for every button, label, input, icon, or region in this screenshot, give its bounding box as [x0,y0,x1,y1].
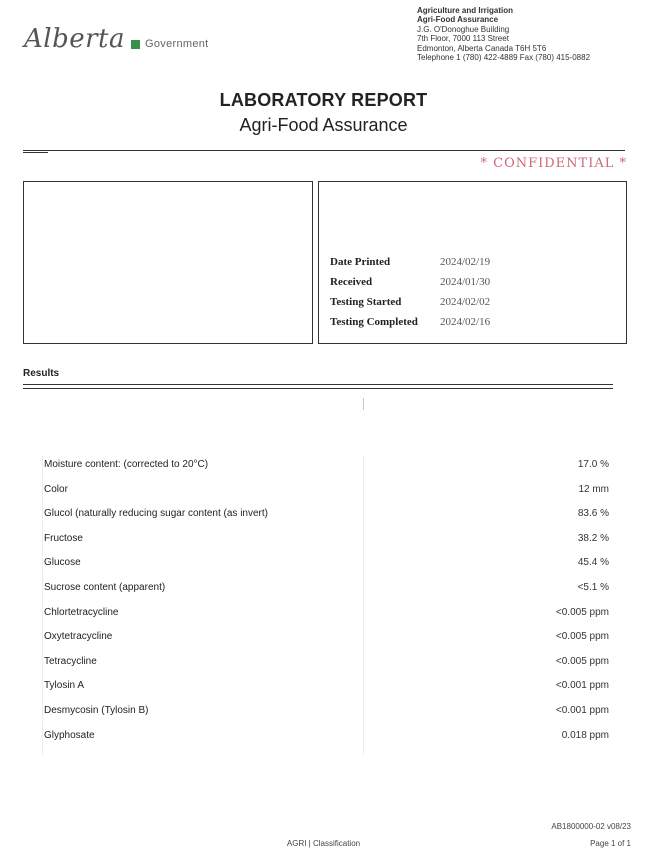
date-row [330,256,490,276]
result-name: Tylosin A [44,680,85,692]
result-value: <0.005 ppm [555,606,609,618]
column-guide [363,398,364,410]
address-line: 7th Floor, 7000 113 Street [417,34,509,44]
result-name: Color [44,483,68,495]
results-row [44,730,609,755]
results-row [44,680,609,705]
result-value: 83.6 % [577,508,609,520]
result-name: Oxytetracycline [44,631,113,643]
result-name: Glyphosate [44,729,95,741]
results-heading: Results [23,368,60,379]
results-divider [23,388,613,389]
results-row [44,533,609,558]
date-label: Date Printed [330,256,391,268]
result-value: 0.018 ppm [561,729,609,741]
results-row [44,607,609,632]
header-divider [23,150,625,151]
result-value: <0.001 ppm [555,704,609,716]
date-label: Testing Completed [330,316,418,328]
results-divider [23,384,613,385]
date-value: 2024/02/02 [440,296,491,308]
footer-classification: AGRI | Classification [286,839,361,848]
result-value: 38.2 % [577,532,609,544]
date-value: 2024/01/30 [440,276,491,288]
form-code: AB1800000-02 v08/23 [551,822,631,831]
alberta-logo-wordmark: Alberta [24,24,125,54]
date-row [330,296,490,316]
result-name: Fructose [44,532,83,544]
result-value: <0.005 ppm [555,631,609,643]
column-guide [42,455,43,755]
result-value: 12 mm [578,483,609,495]
results-row [44,582,609,607]
address-line: J.G. O'Donoghue Building [417,24,510,34]
date-value: 2024/02/16 [440,316,491,328]
address-block [417,6,590,62]
result-name: Sucrose content (apparent) [44,581,166,593]
result-name: Desmycosin (Tylosin B) [44,704,149,716]
results-table [44,459,609,754]
result-name: Glucose [44,557,81,569]
report-subtitle: Agri-Food Assurance [239,115,408,135]
address-line: Agri-Food Assurance [417,15,499,25]
results-row [44,508,609,533]
report-title: LABORATORY REPORT [219,90,428,110]
client-info-box [23,181,313,344]
address-line: Edmonton, Alberta Canada T6H 5T6 [417,43,547,53]
result-value: <0.001 ppm [555,680,609,692]
alberta-logo-square-icon [131,40,140,49]
results-row [44,484,609,509]
date-row [330,316,490,336]
date-label: Testing Started [330,296,402,308]
result-name: Glucol (naturally reducing sugar content (as invert) [44,508,268,520]
result-name: Tetracycline [44,655,97,667]
result-name: Chlortetracycline [44,606,119,618]
results-row [44,557,609,582]
result-value: 45.4 % [577,557,609,569]
result-name: Moisture content: (corrected to 20°C) [44,459,209,470]
result-value: <0.005 ppm [555,655,609,667]
header-divider-mark [23,152,48,153]
date-row [330,276,490,296]
date-label: Received [330,276,373,288]
date-value: 2024/02/19 [440,256,491,268]
alberta-logo-government: Government [145,38,209,50]
results-row [44,459,609,484]
results-row [44,705,609,730]
result-value: <5.1 % [577,581,609,593]
results-row [44,656,609,681]
address-line: Telephone 1 (780) 422-4889 Fax (780) 415-0882 [417,53,591,63]
confidential-stamp: * CONFIDENTIAL * [480,156,627,171]
page-number: Page 1 of 1 [590,839,631,848]
dates-block [330,256,490,336]
results-row [44,631,609,656]
address-line: Agriculture and Irrigation [417,6,514,15]
result-value: 17.0 % [577,459,609,470]
